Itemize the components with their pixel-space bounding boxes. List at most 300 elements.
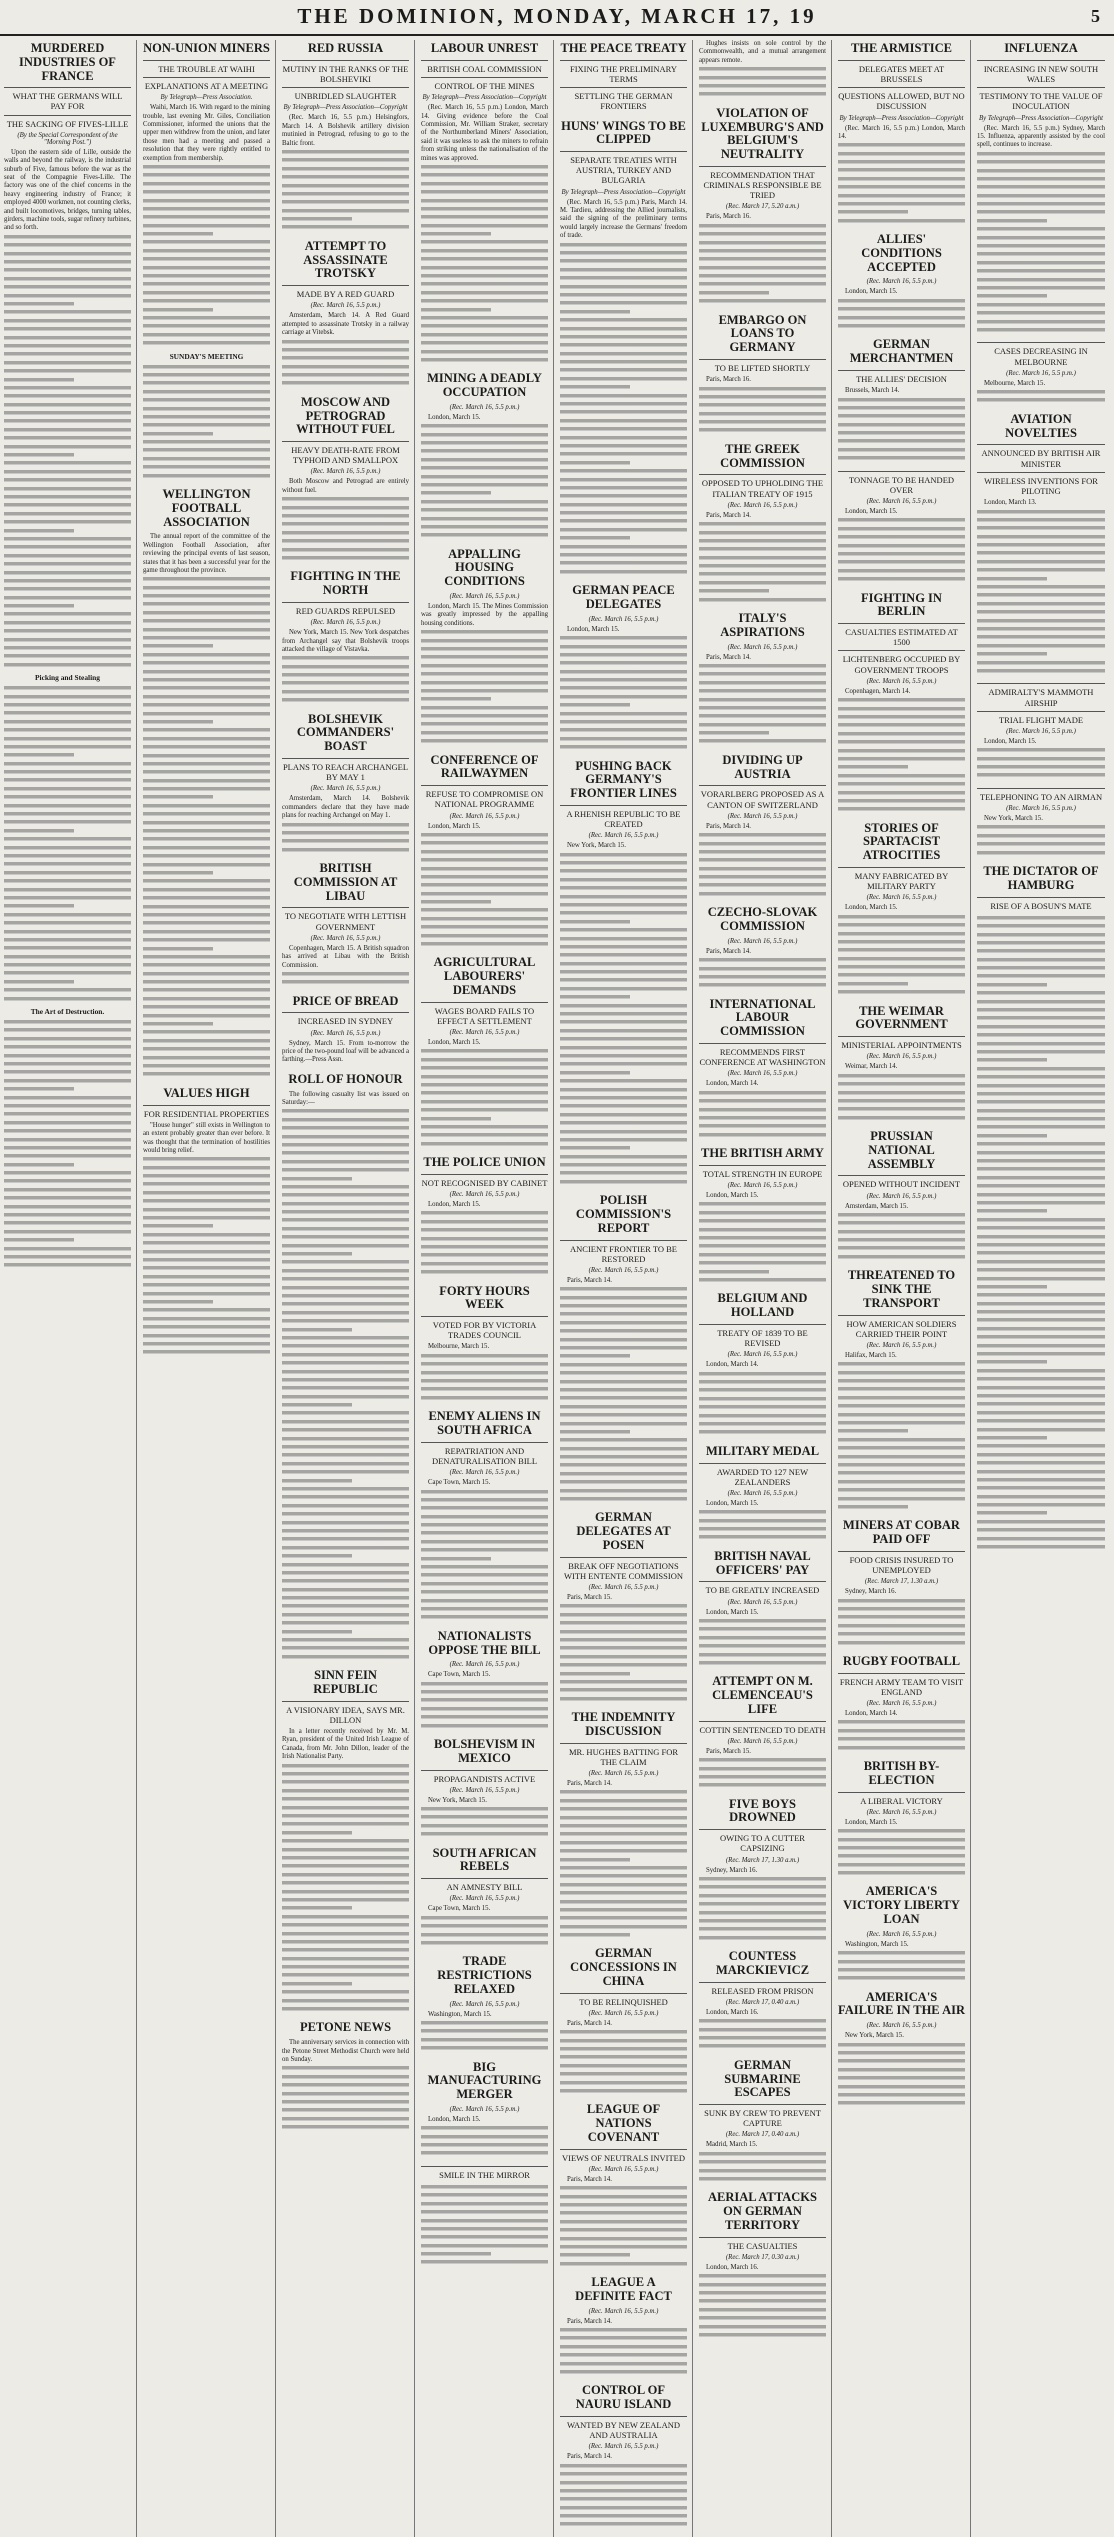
text-line [282,1258,409,1266]
text-line [4,652,131,660]
text-line [4,619,131,627]
text-line [143,1332,270,1340]
text-line [699,2331,826,2339]
article [560,2276,687,2376]
text-line [699,1097,826,1105]
text-line [143,213,270,221]
text-line [977,617,1105,625]
text-line [421,2258,548,2266]
dateline: (Rec. March 16, 5.5 p.m.) [1006,369,1076,377]
text-line [560,2087,687,2095]
text-line [282,1300,409,1308]
text-line [4,1060,131,1068]
text-line [838,797,965,805]
headline: INTERNATIONAL LABOUR COMMISSION [709,996,816,1039]
headline: ENEMY ALIENS IN SOUTH AFRICA [428,1409,541,1437]
headline: BELGIUM AND HOLLAND [717,1291,808,1320]
text-line [421,2133,548,2141]
text-line [838,1114,965,1122]
text-line [282,1871,409,1879]
text-line [560,960,687,968]
text-line [560,1136,687,1144]
text-line [699,570,826,578]
sub-headline: OWING TO A CUTTER CAPSIZING [699,1829,826,1853]
text-line [560,249,687,257]
dateline: (Rec. March 16, 5.5 p.m.) [866,1192,937,1200]
text-line [838,1827,965,1835]
text-line [4,283,131,291]
text-line [4,869,131,877]
text-line [560,283,687,291]
text-line [699,247,826,255]
text-line [838,1228,965,1236]
text-line [560,543,687,551]
text-line [560,993,630,1001]
text-line [838,780,965,788]
text-line [282,1904,352,1912]
text-line [977,1040,1105,1048]
text-line [560,316,687,324]
text-line [4,560,131,568]
text-line [143,438,270,446]
headline: THE ARMISTICE [850,41,953,55]
article-body: Sydney, March 16. [706,1866,758,1874]
text-line [4,852,131,860]
article [838,1269,965,1511]
text-line [560,1111,687,1119]
sub-headline: HEAVY DEATH-RATE FROM TYPHOID AND SMALLPOX [282,441,409,465]
text-line [143,1214,270,1222]
text-line [143,1222,213,1230]
text-line [560,1814,687,1822]
text-line [838,141,965,149]
text-line [143,609,270,617]
text-line [282,1175,352,1183]
sub-headline: RELEASED FROM PRISON [699,1982,826,1996]
sub-headline: HOW AMERICAN SOLDIERS CARRIED THEIR POINT [838,1315,965,1339]
text-line [560,1788,687,1796]
article [699,1445,826,1542]
sub-headline: TOTAL STRENGTH IN EUROPE [699,1165,826,1179]
text-line [560,1453,687,1461]
sub-headline: WIRELESS INVENTIONS FOR PILOTING [977,472,1105,496]
article-body: Cape Town, March 15. [428,1905,491,1913]
headline: MINING A DEADLY OCCUPATION [427,371,542,400]
text-line [282,1191,409,1199]
dateline: (Rec. March 16, 5.5 p.m.) [449,592,520,600]
text-line [838,192,965,200]
article [699,998,826,1139]
text-line [4,241,131,249]
text-line [977,1375,1105,1383]
text-line [560,2028,687,2036]
text-line [143,1028,270,1036]
text-line [699,956,826,964]
sub-headline: THE TROUBLE AT WAIHI [143,60,270,74]
text-line [560,676,687,684]
text-line [977,1543,1105,1551]
article-body: Paris, March 16. [706,213,751,221]
text-line [699,2175,826,2183]
article [282,42,409,232]
text-line [977,771,1105,779]
text-line [4,1085,74,1093]
dateline: (Rec. March 17, 0.30 a.m.) [725,2253,800,2261]
headline: MINERS AT COBAR PAID OFF [843,1518,960,1547]
text-line [977,1308,1105,1316]
text-line [4,1144,131,1152]
text-line [282,846,409,854]
text-line [560,459,630,467]
dateline: (Rec. March 16, 5.5 p.m.) [310,934,381,942]
text-line [421,1496,548,1504]
text-line [421,230,491,238]
article-body: Paris, March 14. [706,947,751,955]
article-body: London, March 15. [428,1201,481,1209]
text-line [421,1360,548,1368]
text-line [560,2326,687,2334]
text-line [699,1781,826,1789]
column-2 [143,40,276,2537]
text-line [4,1068,131,1076]
sub-headline: THE CASUALTIES [699,2237,826,2251]
text-line [838,2083,965,2091]
sub-headline: INCREASED IN SYDNEY [282,1012,409,1026]
text-line [282,223,409,231]
text-line [4,602,74,610]
text-line [977,1082,1105,1090]
text-line [977,1426,1105,1434]
text-line [560,1470,687,1478]
article [838,233,965,330]
text-line [560,492,687,500]
article [699,754,826,898]
text-line [977,1258,1105,1266]
text-line [282,2090,409,2098]
text-line [977,541,1105,549]
text-line [4,510,131,518]
article [699,443,826,604]
article-body: Sydney, March 16. [845,1588,897,1596]
text-line [4,334,131,342]
article [838,1991,965,2108]
text-line [699,385,826,393]
text-line [699,1900,826,1908]
text-line [838,200,965,208]
sub-headline: SETTLING THE GERMAN FRONTIERS [560,87,687,111]
article-body: (Rec. March 16, 5.5 p.m.) London, March 14. Giving evidence before the Coal Commission, Mr. William Straker, secretary of the Northumberland Miners' Association, said it was useless to ask the miners to refrain from striking unless the nationalisation of the mines was approved. [421,104,548,162]
text-line [421,1688,548,1696]
text-line [4,417,131,425]
text-line [699,280,826,288]
text-line [421,1504,548,1512]
article [143,488,270,1079]
headline: AGRICULTURAL LABOURERS' DEMANDS [433,955,536,997]
dateline: (Rec. March 16, 5.5 p.m.) [866,1053,937,1061]
text-line [282,671,409,679]
text-line [4,434,131,442]
text-line [838,763,908,771]
text-line [699,1234,826,1242]
text-line [838,1072,965,1080]
text-line [977,1535,1105,1543]
text-line [4,518,131,526]
text-line [282,1368,409,1376]
text-line [699,1525,826,1533]
text-line [421,2200,548,2208]
headline: STORIES OF SPARTACIST ATROCITIES [862,820,941,863]
text-line [143,331,270,339]
text-line [143,1189,270,1197]
text-line [560,951,687,959]
text-line [143,752,270,760]
text-line [4,1052,131,1060]
text-line [838,2091,965,2099]
text-line [4,743,131,751]
text-line [143,1180,270,1188]
text-line [143,463,270,471]
text-line [560,1445,687,1453]
sub-headline: THE SACKING OF FIVES-LILLE [4,115,131,129]
text-line [282,1242,409,1250]
article-body: The following casualty list was issued on Saturday:— [282,1090,409,1106]
text-line [838,1622,965,1630]
article-body: New York, March 15. [567,842,626,850]
text-line [4,785,131,793]
text-line [4,392,131,400]
article-body: London, March 15. [845,1818,898,1826]
text-line [977,309,1105,317]
headline: AMERICA'S VICTORY LIBERTY LOAN [843,1884,960,1926]
article-body: Paris, March 14. [567,2453,612,2461]
text-line [977,292,1047,300]
text-line [421,2027,548,2035]
article [699,906,826,989]
text-line [838,1949,965,1957]
text-line [560,467,687,475]
text-line [699,297,826,305]
article [282,240,409,388]
text-line [838,921,965,929]
article-body: (Rec. March 16, 5.5 p.m.) London, March 14. [838,124,965,140]
text-line [421,464,548,472]
text-line [143,163,270,171]
dateline: (Rec. March 16, 5.5 p.m.) [866,1930,937,1938]
text-line [977,1501,1105,1509]
text-line [977,1165,1105,1173]
text-line [838,713,965,721]
text-line [143,446,270,454]
text-line [143,861,270,869]
headline: APPALLING HOUSING CONDITIONS [444,546,525,589]
text-line [560,1923,687,1931]
sub-headline: ANNOUNCED BY BRITISH AIR MINISTER [977,444,1105,468]
article-body: London, March 14. [706,1361,759,1369]
article-body: Melbourne, March 15. [984,379,1046,387]
text-line [838,1735,965,1743]
text-line [421,439,548,447]
text-line [560,876,687,884]
text-line [4,1211,131,1219]
text-line [143,430,213,438]
text-line [560,551,687,559]
sub-headline: WHAT THE GERMANS WILL PAY FOR [4,87,131,111]
text-line [282,1141,409,1149]
text-line [143,1315,270,1323]
text-line [282,1963,409,1971]
text-line [4,317,131,325]
text-line [560,884,687,892]
text-line [838,980,908,988]
dateline: (Rec. March 16, 5.5 p.m.) [588,2009,659,2017]
article [838,1519,965,1647]
text-line [977,1333,1105,1341]
article [421,1847,548,1948]
text-line [838,1869,965,1877]
text-line [143,1323,270,1331]
text-line [143,701,270,709]
headline: BRITISH BY-ELECTION [863,1759,940,1787]
text-line [977,158,1105,166]
text-line [4,258,131,266]
text-line [421,865,548,873]
text-line [282,1552,352,1560]
text-line [421,2036,548,2044]
text-line [838,446,965,454]
text-line [560,308,630,316]
sub-headline: EXPLANATIONS AT A MEETING [143,77,270,91]
text-line [560,1086,687,1094]
text-line [4,233,131,241]
text-line [699,1089,826,1097]
text-line [421,881,548,889]
text-line [977,1409,1105,1417]
text-line [977,1316,1105,1324]
text-line [560,651,687,659]
text-line [699,1909,826,1917]
article [838,1760,965,1877]
text-line [560,976,687,984]
text-line [977,150,1105,158]
text-line [143,413,270,421]
text-line [143,230,213,238]
dateline: (Rec. March 16, 5.5 p.m.) [866,677,937,685]
text-line [4,1203,131,1211]
text-line [838,1597,965,1605]
text-line [421,1830,548,1838]
text-line [421,898,491,906]
text-line [560,643,687,651]
text-line [421,238,548,246]
text-line [282,1342,409,1350]
text-line [838,1377,965,1385]
text-line [282,1586,409,1594]
text-line [838,166,965,174]
article-body: London, March 15. [845,508,898,516]
text-line [560,718,687,726]
text-line [560,2070,687,2078]
article-body: Paris, March 14. [567,2019,612,2027]
text-line [560,1060,687,1068]
headline: LEAGUE A DEFINITE FACT [575,2275,672,2303]
article-body: New York, March 15. [984,815,1043,823]
text-line [4,1043,131,1051]
article-body: Amsterdam, March 15. [845,1202,909,1210]
text-line [699,1883,826,1891]
text-line [699,831,826,839]
text-line [4,577,131,585]
text-line [282,1275,409,1283]
text-line [560,1478,687,1486]
text-line [560,1661,687,1669]
text-line [4,644,131,652]
article [421,754,548,949]
text-line [421,1243,548,1251]
text-line [143,171,270,179]
dateline: (Rec. March 16, 5.5 p.m.) [449,2105,520,2113]
text-line [560,2251,630,2259]
text-line [4,860,131,868]
text-line [421,339,548,347]
dateline: (Rec. March 16, 5.5 p.m.) [866,498,937,506]
article [143,42,270,480]
headline: NATIONALISTS OPPOSE THE BILL [428,1628,541,1657]
text-line [560,1327,687,1335]
text-line [560,1898,687,1906]
text-line [4,485,131,493]
text-line [4,250,131,258]
article [560,760,687,1187]
text-line [143,760,270,768]
text-line [4,1253,131,1261]
text-line [421,331,548,339]
text-line [4,911,131,919]
text-line [4,1245,131,1253]
text-line [560,634,687,642]
text-line [421,1115,491,1123]
text-line [699,562,826,570]
dateline: (Rec. March 16, 5.5 p.m.) [588,2165,659,2173]
text-line [143,1281,270,1289]
text-line [282,1485,409,1493]
headline: PETONE NEWS [299,2020,392,2035]
text-line [699,712,826,720]
text-line [282,1233,409,1241]
text-line [977,931,1105,939]
dateline: (Rec. March 16, 5.5 p.m.) [866,1341,937,1349]
sub-headline: SEPARATE TREATIES WITH AUSTRIA, TURKEY AND BULGARIA [560,151,687,186]
text-line [560,1361,687,1369]
text-line [838,2099,965,2107]
text-line [4,928,131,936]
text-line [143,810,270,818]
headline: ALLIES' CONDITIONS ACCEPTED [861,232,942,274]
text-line [977,583,1105,591]
text-line [977,989,1105,997]
sub-headline: BREAK OFF NEGOTIATIONS WITH ENTENTE COMMISSION [560,1557,687,1581]
article-body: London, March 13. [984,499,1037,507]
text-line [560,1319,687,1327]
text-line [560,1386,687,1394]
headline: WELLINGTON FOOTBALL ASSOCIATION [162,487,251,529]
text-line [560,333,687,341]
article [699,107,826,306]
text-line [143,819,270,827]
headline: GERMAN CONCESSIONS IN CHINA [570,1946,677,1988]
text-line [838,1097,965,1105]
text-line [699,2034,826,2042]
text-line [143,188,270,196]
